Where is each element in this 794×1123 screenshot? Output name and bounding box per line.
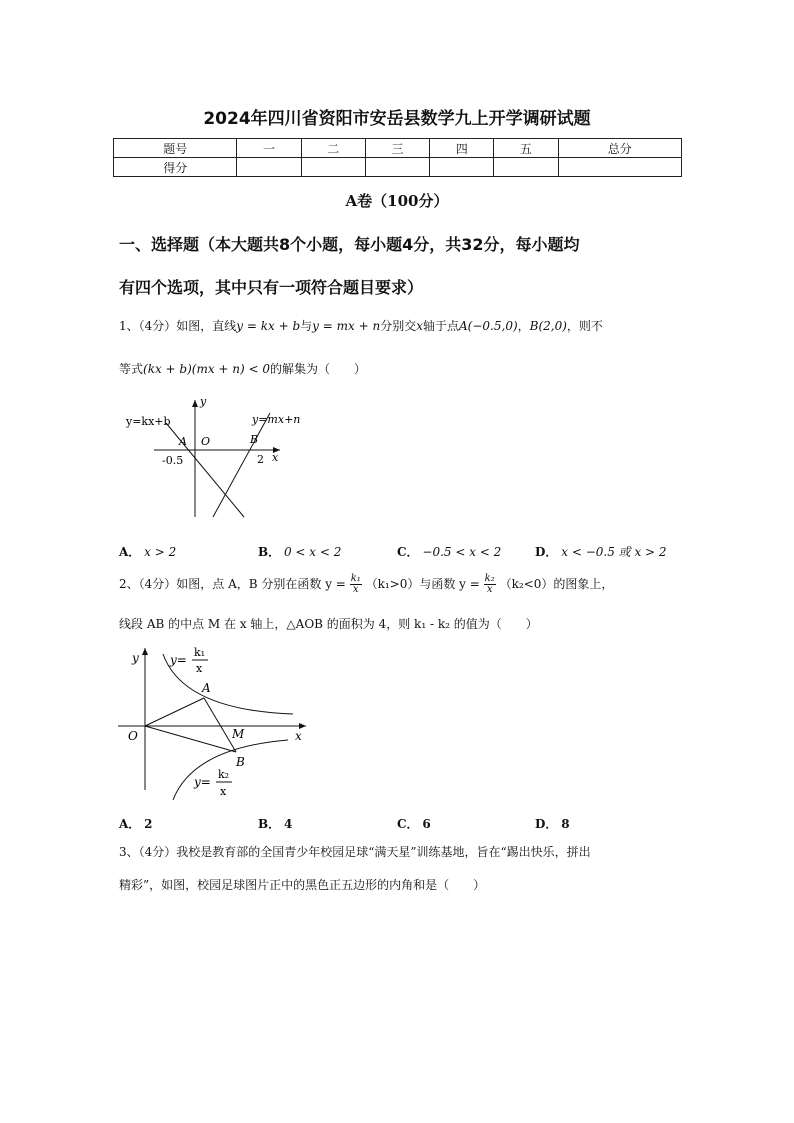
choice-text: 4 [283,817,293,831]
q2-figure [118,640,318,805]
choice-text: −0.5 < x < 2 [422,545,502,559]
score-table [113,138,682,177]
q1-line2-suffix: 的解集为（ ） [270,362,367,376]
q1-point-a: A(−0.5,0) [459,319,518,333]
q1-mid1: 与 [300,319,313,333]
choice-letter: A． [119,817,141,831]
q1-choice-b[interactable] [258,543,341,560]
q2-eq2-den: x [220,785,227,798]
q1-label-y: y [200,395,207,408]
q2-eq2-prefix: y= [194,775,211,789]
q2-label-m: M [232,727,245,741]
score-cell [365,158,429,177]
q2-frac2-den: x [486,584,493,595]
q2-segment-oa [145,698,204,726]
score-header-cell: 题号 [114,139,237,158]
q1-inequality: (kx + b)(mx + n) < 0 [143,362,271,376]
score-table-score-row [114,158,682,177]
q1-label-a: A [179,435,187,448]
choice-letter: C． [397,545,419,559]
q2-curve-k2 [173,740,288,800]
q1-choice-a[interactable] [119,543,176,560]
q2-fraction-2 [484,574,496,595]
score-cell [558,158,681,177]
part1-heading-line1: 一、选择题（本大题共8个小题，每小题4分，共32分，每小题均 [119,235,580,254]
q2-label-a: A [202,681,211,695]
score-cell [494,158,558,177]
score-header-cell: 三 [365,139,429,158]
q1-label-o: O [201,435,211,448]
q1-choice-d[interactable] [535,543,667,560]
q1-label-two: 2 [257,453,264,466]
q1-line1 [119,317,603,334]
q2-prefix: 2、（4分）如图，点 A，B 分别在函数 y = [119,577,346,591]
score-row-label: 得分 [114,158,237,177]
q1-point-b: B(2,0) [529,319,567,333]
score-header-cell: 一 [237,139,301,158]
q2-line2: 线段 AB 的中点 M 在 x 轴上，△AOB 的面积为 4，则 k₁ - k₂ 的值为（ ） [119,617,538,631]
score-table-header-row [114,139,682,158]
q1-comma: ， [517,319,530,333]
q2-choice-d[interactable] [535,815,570,832]
q1-xvar: x [416,319,423,333]
score-cell [301,158,365,177]
choice-text: x < −0.5 或 x > 2 [561,545,667,559]
section-title: A卷（100分） [345,192,449,210]
q1-label-mx-n: y=mx+n [252,413,301,426]
q2-line1 [119,574,613,595]
q2-label-y: y [132,651,139,665]
score-header-cell: 二 [301,139,365,158]
exam-title: 2024年四川省资阳市安岳县数学九上开学调研试题 [203,109,591,129]
q1-choices [119,543,679,559]
choice-letter: A． [119,545,141,559]
score-header-cell: 总分 [558,139,681,158]
choice-letter: B． [258,817,281,831]
q2-choice-c[interactable] [397,815,431,832]
q2-frac1-den: x [352,584,359,595]
q2-frac1-num: k₁ [350,573,361,584]
part1-heading-line2: 有四个选项，其中只有一项符合题目要求） [119,278,424,297]
q1-line2 [119,360,366,377]
q2-cond1: （k₁>0）与函数 y = [365,577,480,591]
q2-fraction-1 [350,574,362,595]
choice-letter: C． [397,817,419,831]
q1-y-arrow-icon [192,400,198,407]
choice-text: x > 2 [144,545,177,559]
q1-suffix: ，则不 [566,319,603,333]
q1-label-x: x [272,451,279,464]
q2-cond2: （k₂<0）的图象上， [499,577,614,591]
q1-figure [120,395,310,525]
q2-label-o: O [128,729,138,743]
q2-y-arrow-icon [142,648,148,655]
choice-letter: D． [535,545,558,559]
q3-line2: 精彩”，如图，校园足球图片正中的黑色正五边形的内角和是（ ） [119,878,486,892]
choice-letter: D． [535,817,558,831]
q1-line2-prefix: 等式 [119,362,144,376]
q1-prefix: 1、（4分）如图，直线 [119,319,237,333]
q1-mid3: 轴于点 [423,319,460,333]
q2-eq1-prefix: y= [170,653,187,667]
q1-mid2: 分别交 [380,319,417,333]
choice-text: 8 [561,817,570,831]
q1-label-b: B [250,433,259,446]
q1-choice-c[interactable] [397,543,501,560]
q2-choice-b[interactable] [258,815,292,832]
score-header-cell: 四 [430,139,494,158]
choice-letter: B． [258,545,281,559]
q2-frac2-num: k₂ [484,573,495,584]
choice-text: 0 < x < 2 [283,545,342,559]
q2-eq2-num: k₂ [218,768,230,781]
q2-label-x: x [295,729,302,743]
q1-label-neg-half: -0.5 [162,454,184,467]
q2-eq1-num: k₁ [194,646,206,659]
score-header-cell: 五 [494,139,558,158]
score-cell [430,158,494,177]
choice-text: 6 [422,817,431,831]
q3-line1: 3、（4分）我校是教育部的全国青少年校园足球“满天星”训练基地，旨在“踢出快乐，拼出 [119,845,591,859]
q1-eq2: y = mx + n [312,319,381,333]
q1-eq1: y = kx + b [236,319,301,333]
q1-label-kx-b: y=kx+b [126,415,171,428]
q2-choice-a[interactable] [119,815,153,832]
q2-eq1-den: x [196,662,203,675]
q2-label-b: B [236,755,245,769]
q2-choices [119,815,679,831]
choice-text: 2 [144,817,153,831]
score-cell [237,158,301,177]
